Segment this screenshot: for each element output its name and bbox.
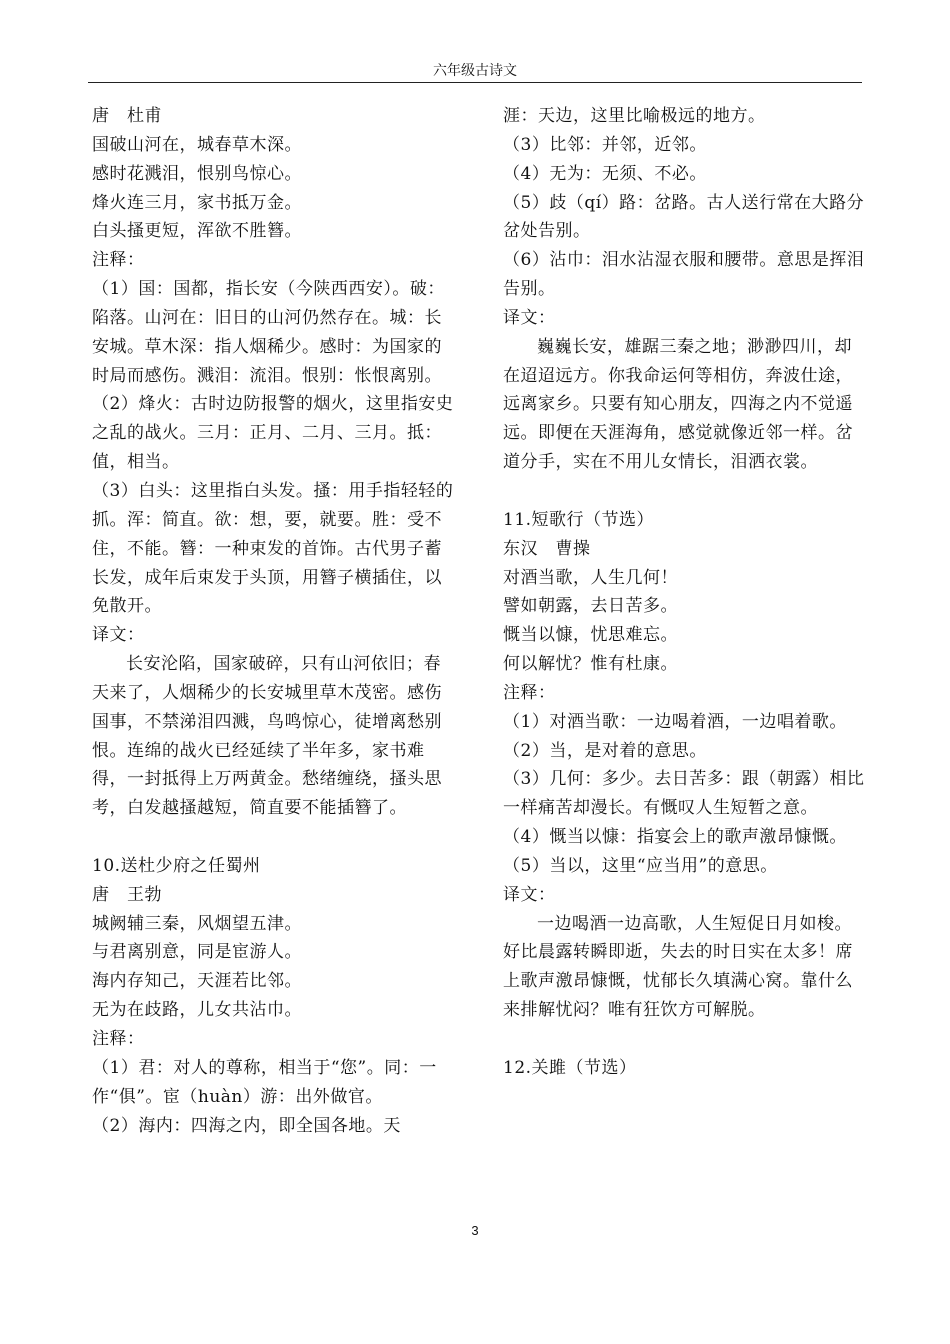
note-item: （5）当以，这里“应当用”的意思。	[503, 855, 778, 876]
note-item: （2）烽火：古时边防报警的烟火，这里指安史之乱的战火。三月：正月、二月、三月。抵：值，相当。	[92, 394, 454, 473]
poem-author: 唐 王勃	[92, 884, 162, 905]
translation-text: 一边喝酒一边高歌，人生短促日月如梭。好比晨露转瞬即逝，失去的时日实在太多！席上歌声激昂慷慨，忧郁长久填满心窝。靠什么来排解忧闷？唯有狂饮方可解脱。	[503, 913, 853, 1021]
left-column	[92, 102, 456, 1140]
poem-line: 城阙辅三秦，风烟望五津。	[92, 913, 302, 934]
poem-line: 感时花溅泪，恨别鸟惊心。	[92, 163, 302, 184]
note-item: （3）比邻：并邻，近邻。	[503, 134, 707, 155]
poem-author: 唐 杜甫	[92, 106, 162, 126]
note-item: （3）白头：这里指白头发。搔：用手指轻轻的抓。浑：简直。欲：想，要，就要。胜：受不住，不能。簪：一种束发的首饰。古代男子蓄长发，成年后束发于头顶，用簪子横插住，以免散开。	[92, 480, 454, 617]
poem-author: 东汉 曹操	[503, 538, 591, 559]
poem-title: 12.关雎（节选）	[503, 1057, 637, 1078]
poem-title: 11.短歌行（节选）	[503, 509, 655, 530]
note-item: （4）无为：无须、不必。	[503, 163, 707, 184]
translation-label: 译文：	[503, 884, 556, 905]
poem-line: 譬如朝露，去日苦多。	[503, 596, 678, 617]
note-item: （3）几何：多少。去日苦多：跟（朝露）相比一样痛苦却漫长。有慨叹人生短暂之意。	[503, 769, 865, 819]
note-item: （5）歧（qí）路：岔路。古人送行常在大路分岔处告别。	[503, 192, 865, 242]
poem-line: 海内存知己，天涯若比邻。	[92, 971, 302, 992]
running-header: 六年级古诗文	[433, 62, 517, 78]
translation-label: 译文：	[503, 307, 556, 328]
note-item: （1）对酒当歌：一边喝着酒，一边唱着歌。	[503, 711, 847, 732]
poem-line: 无为在歧路，儿女共沾巾。	[92, 1000, 302, 1021]
note-item: （2）当，是对着的意思。	[503, 740, 707, 761]
note-item: 涯：天边，这里比喻极远的地方。	[503, 106, 766, 126]
page-number: 3	[471, 1223, 479, 1238]
notes-label: 注释：	[92, 1029, 145, 1049]
poem-line: 慨当以慷，忧思难忘。	[503, 625, 678, 646]
right-column	[503, 102, 865, 1083]
note-item: （1）君：对人的尊称，相当于“您”。同：一作“俱”。宦（huàn）游：出外做官。	[92, 1057, 437, 1107]
poem-line: 与君离别意，同是宦游人。	[92, 942, 302, 963]
note-item: （4）慨当以慷：指宴会上的歌声激昂慷慨。	[503, 827, 847, 848]
notes-label: 注释：	[92, 250, 145, 271]
translation-label: 译文：	[92, 625, 145, 646]
poem-line: 烽火连三月，家书抵万金。	[92, 192, 302, 213]
poem-line: 对酒当歌，人生几何！	[503, 567, 678, 588]
note-item: （2）海内：四海之内，即全国各地。天	[92, 1115, 401, 1136]
translation-text: 长安沦陷，国家破碎，只有山河依旧；春天来了，人烟稀少的长安城里草木茂密。感伤国事，不禁涕泪四溅，鸟鸣惊心，徒增离愁别恨。连绵的战火已经延续了半年多，家书难得，一封抵得上万两黄金。愁绪缠绕，搔头思考，白发越搔越短，简直要不能插簪了。	[92, 654, 442, 819]
poem-line: 国破山河在，城春草木深。	[92, 134, 302, 155]
poem-line: 何以解忧？惟有杜康。	[503, 654, 678, 675]
notes-label: 注释：	[503, 682, 556, 703]
note-item: （6）沾巾：泪水沾湿衣服和腰带。意思是挥泪告别。	[503, 250, 865, 300]
header-rule	[88, 82, 862, 83]
translation-text: 巍巍长安，雄踞三秦之地；渺渺四川，却在迢迢远方。你我命运何等相仿，奔波仕途，远离家乡。只要有知心朋友，四海之内不觉遥远。即便在天涯海角，感觉就像近邻一样。岔道分手，实在不用儿女情长，泪洒衣裳。	[503, 336, 853, 473]
note-item: （1）国：国都，指长安（今陕西西安）。破：陷落。山河在：旧日的山河仍然存在。城：长安城。草木深：指人烟稀少。感时：为国家的时局而感伤。溅泪：流泪。恨别：怅恨离别。	[92, 279, 445, 386]
poem-line: 白头搔更短，浑欲不胜簪。	[92, 221, 302, 242]
poem-title: 10.送杜少府之任蜀州	[92, 855, 261, 876]
